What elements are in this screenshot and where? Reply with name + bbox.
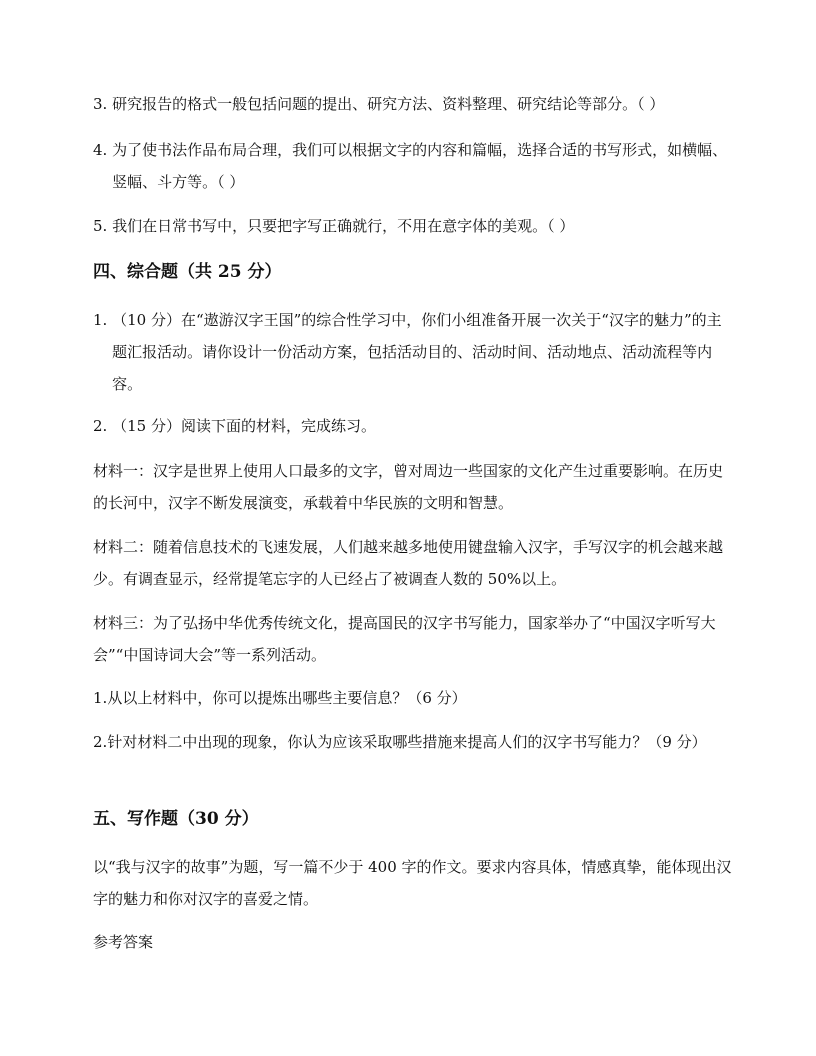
judgement-item-4	[93, 134, 733, 198]
section4-question-2	[93, 410, 733, 442]
material-3: 材料三：为了弘扬中华优秀传统文化，提高国民的汉字书写能力，国家举办了“中国汉字听写大会”“中国诗词大会”等一系列活动。	[93, 614, 716, 664]
section5-heading: 五、写作题（30 分）	[93, 809, 259, 829]
sub-question-text: 针对材料二中出现的现象，你认为应该采取哪些措施来提高人们的汉字书写能力？（9 分）	[107, 733, 707, 751]
item-text: 研究报告的格式一般包括问题的提出、研究方法、资料整理、研究结论等部分。（ ）	[112, 95, 665, 113]
sub-question-number: 1.	[93, 689, 108, 707]
judgement-item-5	[93, 210, 733, 242]
sub-question-1	[93, 682, 733, 714]
answer-label: 参考答案	[93, 933, 154, 951]
question-number: 2.	[93, 417, 113, 435]
question-text: （15 分）阅读下面的材料，完成练习。	[112, 417, 376, 435]
writing-prompt: 以“我与汉字的故事”为题，写一篇不少于 400 字的作文。要求内容具体，情感真挚，能体现出汉字的魅力和你对汉字的喜爱之情。	[93, 858, 732, 908]
item-text: 我们在日常书写中，只要把字写正确就行，不用在意字体的美观。（ ）	[112, 217, 575, 235]
section4-question-1	[93, 304, 733, 400]
question-number: 1.	[93, 311, 113, 329]
question-text: （10 分）在“遨游汉字王国”的综合性学习中，你们小组准备开展一次关于“汉字的魅力”的主题汇报活动。请你设计一份活动方案，包括活动目的、活动时间、活动地点、活动流程等内容。	[112, 311, 722, 393]
material-1: 材料一：汉字是世界上使用人口最多的文字，曾对周边一些国家的文化产生过重要影响。在历史的长河中，汉字不断发展演变，承载着中华民族的文明和智慧。	[93, 462, 724, 512]
material-2: 材料二：随着信息技术的飞速发展，人们越来越多地使用键盘输入汉字，手写汉字的机会越来越少。有调查显示，经常提笔忘字的人已经占了被调查人数的 50%以上。	[93, 538, 724, 588]
sub-question-2	[93, 726, 733, 758]
item-number: 4.	[93, 141, 113, 159]
item-number: 5.	[93, 217, 113, 235]
item-text: 为了使书法作品布局合理，我们可以根据文字的内容和篇幅，选择合适的书写形式，如横幅、竖幅、斗方等。（ ）	[112, 141, 728, 191]
section4-heading: 四、综合题（共 25 分）	[93, 262, 282, 282]
judgement-item-3	[93, 88, 733, 120]
item-number: 3.	[93, 95, 113, 113]
sub-question-text: 从以上材料中，你可以提炼出哪些主要信息？（6 分）	[107, 689, 467, 707]
sub-question-number: 2.	[93, 733, 108, 751]
